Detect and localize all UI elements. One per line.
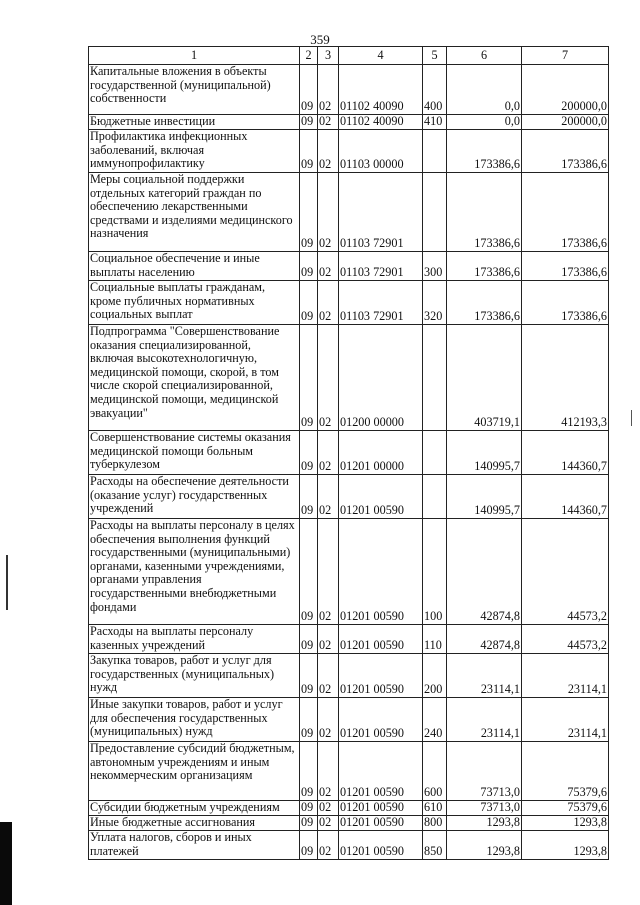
table-row — [89, 65, 609, 115]
row-amount-year2-cell: 44573,2 — [522, 625, 609, 654]
row-section-cell: 09 — [300, 115, 318, 130]
row-section-cell: 09 — [300, 475, 318, 519]
row-expense-type-cell: 800 — [423, 816, 447, 831]
row-section-cell: 09 — [300, 281, 318, 325]
table-row — [89, 698, 609, 742]
row-target-article-cell: 01201 00590 — [339, 831, 423, 860]
row-name-cell: Иные закупки товаров, работ и услуг для обеспечения государственных (муниципальных) нужд — [89, 698, 300, 742]
row-amount-year1-cell: 1293,8 — [447, 831, 522, 860]
row-name-cell: Уплата налогов, сборов и иных платежей — [89, 831, 300, 860]
row-subsection-cell: 02 — [318, 173, 339, 252]
scan-artifact-edge — [0, 822, 12, 905]
table-row — [89, 831, 609, 860]
table-row — [89, 475, 609, 519]
row-name-cell: Иные бюджетные ассигнования — [89, 816, 300, 831]
row-section-cell: 09 — [300, 252, 318, 281]
row-subsection-cell: 02 — [318, 115, 339, 130]
row-target-article-cell: 01103 72901 — [339, 252, 423, 281]
row-expense-type-cell — [423, 173, 447, 252]
row-target-article-cell: 01103 00000 — [339, 130, 423, 173]
row-amount-year2-cell: 144360,7 — [522, 475, 609, 519]
row-subsection-cell: 02 — [318, 431, 339, 475]
row-section-cell: 09 — [300, 742, 318, 801]
row-expense-type-cell: 110 — [423, 625, 447, 654]
row-target-article-cell: 01201 00590 — [339, 475, 423, 519]
row-amount-year2-cell: 144360,7 — [522, 431, 609, 475]
col-header-7: 7 — [522, 47, 609, 65]
row-expense-type-cell: 400 — [423, 65, 447, 115]
row-section-cell: 09 — [300, 801, 318, 816]
row-amount-year1-cell: 0,0 — [447, 65, 522, 115]
row-target-article-cell: 01103 72901 — [339, 173, 423, 252]
row-name-cell: Расходы на обеспечение деятельности (оказание услуг) государственных учреждений — [89, 475, 300, 519]
col-header-2: 2 — [300, 47, 318, 65]
table-row — [89, 625, 609, 654]
row-name-cell: Подпрограмма "Совершенствование оказания специализированной, включая высокотехнологичную, медицинской помощи, скорой, в том числе скорой специализированной, медицинской помощи, медицинской эвакуации" — [89, 325, 300, 431]
row-amount-year1-cell: 1293,8 — [447, 816, 522, 831]
row-name-cell: Социальное обеспечение и иные выплаты населению — [89, 252, 300, 281]
row-subsection-cell: 02 — [318, 654, 339, 698]
table-row — [89, 801, 609, 816]
row-name-cell: Меры социальной поддержки отдельных категорий граждан по обеспечению лекарственными средствами и изделиями медицинского назначения — [89, 173, 300, 252]
row-amount-year1-cell: 140995,7 — [447, 431, 522, 475]
table-row — [89, 252, 609, 281]
col-header-4: 4 — [339, 47, 423, 65]
row-amount-year1-cell: 403719,1 — [447, 325, 522, 431]
row-subsection-cell: 02 — [318, 325, 339, 431]
row-section-cell: 09 — [300, 431, 318, 475]
header-row — [89, 47, 609, 65]
row-subsection-cell: 02 — [318, 281, 339, 325]
table-row — [89, 130, 609, 173]
row-amount-year2-cell: 1293,8 — [522, 816, 609, 831]
row-section-cell: 09 — [300, 816, 318, 831]
row-amount-year2-cell: 23114,1 — [522, 698, 609, 742]
row-amount-year1-cell: 23114,1 — [447, 698, 522, 742]
row-amount-year1-cell: 42874,8 — [447, 519, 522, 625]
row-amount-year2-cell: 1293,8 — [522, 831, 609, 860]
row-section-cell: 09 — [300, 654, 318, 698]
row-amount-year2-cell: 200000,0 — [522, 65, 609, 115]
row-subsection-cell: 02 — [318, 742, 339, 801]
row-amount-year1-cell: 173386,6 — [447, 130, 522, 173]
row-amount-year2-cell: 173386,6 — [522, 281, 609, 325]
row-expense-type-cell — [423, 325, 447, 431]
table-row — [89, 816, 609, 831]
row-subsection-cell: 02 — [318, 130, 339, 173]
row-amount-year2-cell: 412193,3 — [522, 325, 609, 431]
row-subsection-cell: 02 — [318, 801, 339, 816]
row-expense-type-cell: 240 — [423, 698, 447, 742]
col-header-6: 6 — [447, 47, 522, 65]
row-name-cell: Бюджетные инвестиции — [89, 115, 300, 130]
table-row — [89, 115, 609, 130]
row-section-cell: 09 — [300, 625, 318, 654]
col-header-3: 3 — [318, 47, 339, 65]
row-expense-type-cell — [423, 475, 447, 519]
row-name-cell: Социальные выплаты гражданам, кроме публичных нормативных социальных выплат — [89, 281, 300, 325]
row-name-cell: Расходы на выплаты персоналу казенных учреждений — [89, 625, 300, 654]
table-row — [89, 742, 609, 801]
row-amount-year2-cell: 173386,6 — [522, 252, 609, 281]
row-section-cell: 09 — [300, 698, 318, 742]
row-amount-year2-cell: 75379,6 — [522, 742, 609, 801]
row-target-article-cell: 01201 00590 — [339, 625, 423, 654]
row-subsection-cell: 02 — [318, 475, 339, 519]
row-subsection-cell: 02 — [318, 625, 339, 654]
row-subsection-cell: 02 — [318, 65, 339, 115]
table-row — [89, 431, 609, 475]
row-name-cell: Расходы на выплаты персоналу в целях обеспечения выполнения функций государственными (муниципальными) органами, казенными учреждениями, органами управления государственными внебюджетными фондами — [89, 519, 300, 625]
row-amount-year1-cell: 140995,7 — [447, 475, 522, 519]
row-amount-year1-cell: 173386,6 — [447, 173, 522, 252]
row-name-cell: Совершенствование системы оказания медицинской помощи больным туберкулезом — [89, 431, 300, 475]
row-target-article-cell: 01200 00000 — [339, 325, 423, 431]
row-amount-year1-cell: 73713,0 — [447, 801, 522, 816]
row-section-cell: 09 — [300, 173, 318, 252]
row-target-article-cell: 01201 00000 — [339, 431, 423, 475]
table-row — [89, 654, 609, 698]
row-expense-type-cell: 850 — [423, 831, 447, 860]
row-subsection-cell: 02 — [318, 816, 339, 831]
row-expense-type-cell: 300 — [423, 252, 447, 281]
row-target-article-cell: 01102 40090 — [339, 115, 423, 130]
row-target-article-cell: 01102 40090 — [339, 65, 423, 115]
row-subsection-cell: 02 — [318, 519, 339, 625]
row-amount-year2-cell: 44573,2 — [522, 519, 609, 625]
row-amount-year2-cell: 75379,6 — [522, 801, 609, 816]
row-amount-year1-cell: 173386,6 — [447, 281, 522, 325]
row-section-cell: 09 — [300, 65, 318, 115]
row-section-cell: 09 — [300, 325, 318, 431]
row-expense-type-cell: 320 — [423, 281, 447, 325]
row-target-article-cell: 01103 72901 — [339, 281, 423, 325]
row-name-cell: Капитальные вложения в объекты государственной (муниципальной) собственности — [89, 65, 300, 115]
table-row — [89, 173, 609, 252]
row-amount-year1-cell: 42874,8 — [447, 625, 522, 654]
row-amount-year2-cell: 23114,1 — [522, 654, 609, 698]
row-target-article-cell: 01201 00590 — [339, 519, 423, 625]
row-subsection-cell: 02 — [318, 698, 339, 742]
row-target-article-cell: 01201 00590 — [339, 742, 423, 801]
row-name-cell: Закупка товаров, работ и услуг для государственных (муниципальных) нужд — [89, 654, 300, 698]
row-section-cell: 09 — [300, 130, 318, 173]
row-amount-year1-cell: 173386,6 — [447, 252, 522, 281]
row-amount-year2-cell: 200000,0 — [522, 115, 609, 130]
row-name-cell: Субсидии бюджетным учреждениям — [89, 801, 300, 816]
table-row — [89, 325, 609, 431]
row-expense-type-cell: 600 — [423, 742, 447, 801]
row-amount-year1-cell: 0,0 — [447, 115, 522, 130]
row-section-cell: 09 — [300, 831, 318, 860]
row-target-article-cell: 01201 00590 — [339, 698, 423, 742]
row-amount-year2-cell: 173386,6 — [522, 130, 609, 173]
row-amount-year1-cell: 73713,0 — [447, 742, 522, 801]
row-expense-type-cell: 410 — [423, 115, 447, 130]
row-expense-type-cell: 610 — [423, 801, 447, 816]
row-expense-type-cell — [423, 431, 447, 475]
col-header-5: 5 — [423, 47, 447, 65]
scan-artifact-tick — [631, 410, 632, 426]
row-target-article-cell: 01201 00590 — [339, 801, 423, 816]
row-target-article-cell: 01201 00590 — [339, 816, 423, 831]
row-section-cell: 09 — [300, 519, 318, 625]
row-subsection-cell: 02 — [318, 252, 339, 281]
row-name-cell: Предоставление субсидий бюджетным, автономным учреждениям и иным некоммерческим организациям — [89, 742, 300, 801]
row-name-cell: Профилактика инфекционных заболеваний, включая иммунопрофилактику — [89, 130, 300, 173]
row-expense-type-cell: 200 — [423, 654, 447, 698]
table-row — [89, 519, 609, 625]
table-row — [89, 281, 609, 325]
row-amount-year1-cell: 23114,1 — [447, 654, 522, 698]
col-header-1: 1 — [89, 47, 300, 65]
scan-artifact-line — [6, 555, 8, 610]
row-expense-type-cell — [423, 130, 447, 173]
row-amount-year2-cell: 173386,6 — [522, 173, 609, 252]
page-number: 359 — [310, 32, 330, 47]
row-target-article-cell: 01201 00590 — [339, 654, 423, 698]
row-expense-type-cell: 100 — [423, 519, 447, 625]
row-subsection-cell: 02 — [318, 831, 339, 860]
budget-table — [88, 46, 609, 860]
